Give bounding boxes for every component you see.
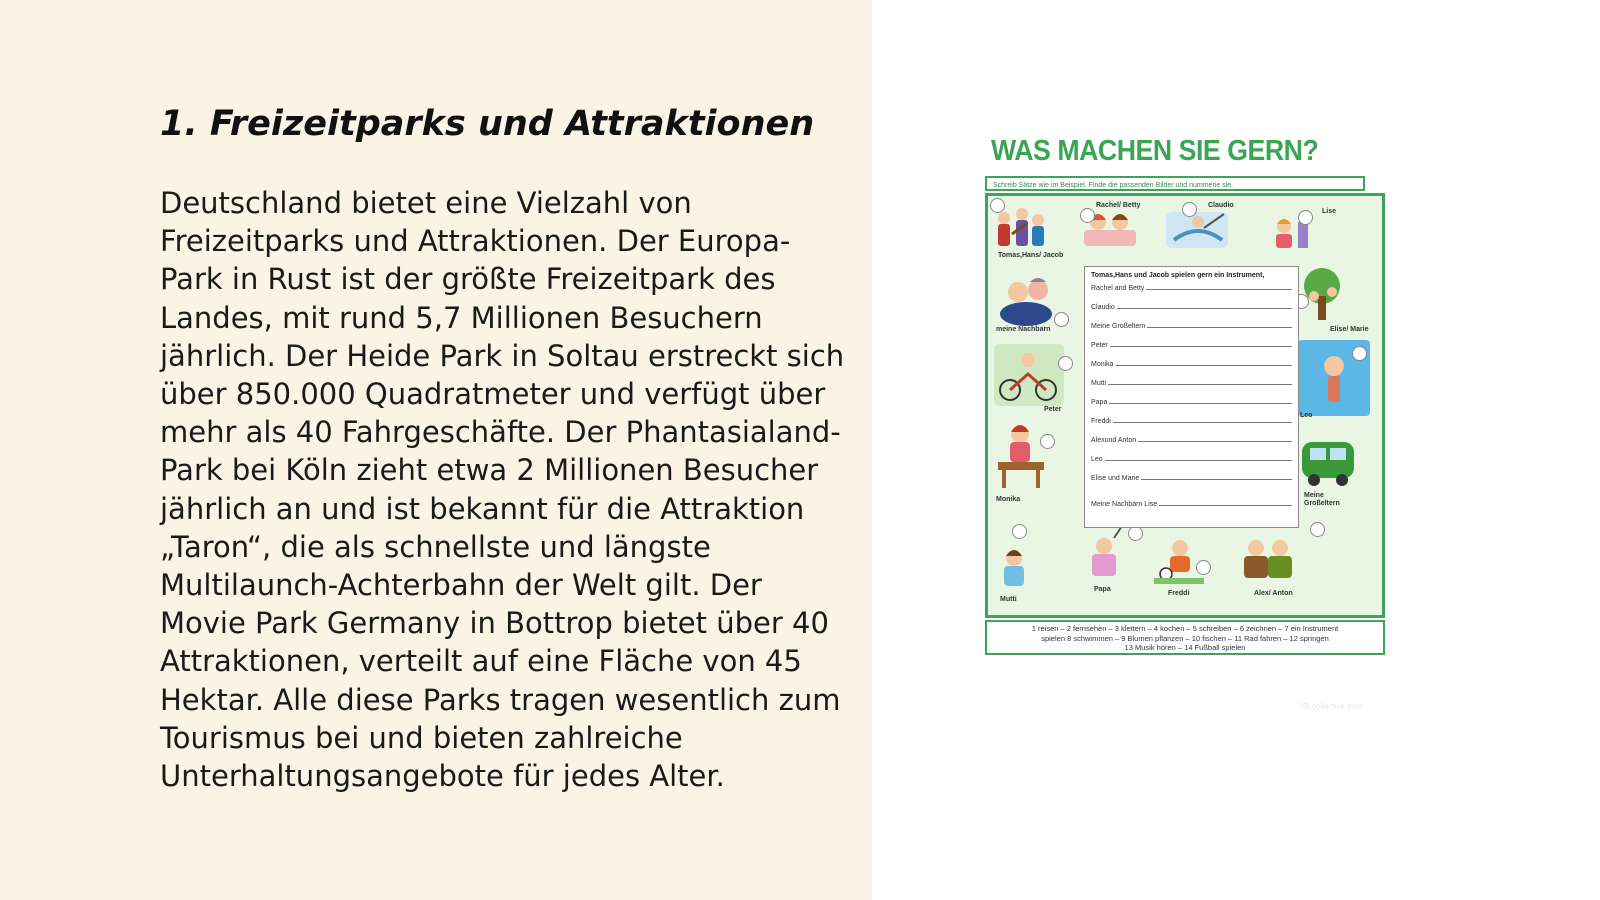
caption-rachel: Rachel/ Betty: [1096, 202, 1141, 209]
slide-heading: 1. Freizeitparks und Attraktionen: [160, 104, 815, 144]
writing-line: Leo: [1091, 444, 1292, 463]
caption-grosseltern: Meine Großeltern: [1304, 492, 1340, 507]
claudio-picture: [1164, 206, 1230, 250]
peter-picture: [994, 344, 1064, 406]
footer-line: 1 reisen – 2 fernsehen – 3 klettern – 4 kochen – 5 schreiben – 6 zeichnen – 7 ein Instrument: [1031, 624, 1339, 633]
footer-line: spielen 8 schwimmen – 9 Blumen pflanzen – 10 fischen – 11 Rad fahren – 12 springen: [1041, 633, 1329, 643]
writing-line: Alexund Anton: [1091, 425, 1292, 444]
caption-lise: Lise: [1322, 208, 1337, 215]
musicians-picture: [994, 204, 1050, 252]
answer-circle: [1310, 522, 1325, 537]
writing-line: Rachel and Betty: [1091, 280, 1292, 292]
caption-tomas: Tomas,Hans/ Jacob: [998, 252, 1064, 259]
answer-circle: [1080, 208, 1095, 223]
writing-line: Peter: [1091, 330, 1292, 349]
answer-circle: [1040, 434, 1055, 449]
worksheet-image: [985, 135, 1385, 655]
writing-line: Meine Großeltern: [1091, 311, 1292, 330]
answer-circle: [1298, 210, 1313, 225]
watermark: ISLcollective.com: [1300, 702, 1363, 711]
writing-line: Papa: [1091, 387, 1292, 406]
caption-nachbarn: meine Nachbarn: [996, 326, 1051, 333]
answer-circle: [1182, 202, 1197, 217]
nachbarn-picture: [996, 270, 1058, 328]
slide-body-text: Deutschland bietet eine Vielzahl von Freizeitparks und Attraktionen. Der Europa-Park in Rust ist der größte Freizeitpark des Landes, mit rund 5,7 Millionen Besuchern jährlich. Der Heide Park in Soltau erstreckt sich über 850.000 Quadratmeter und verfügt über mehr als 40 Fahrgeschäfte. Der Phantasialand-Park bei Köln zieht etwa 2 Millionen Besucher jährlich an und ist bekannt für die Attraktion „Taron“, die als schnellste und längste Multilaunch-Achterbahn der Welt gilt. Der Movie Park Germany in Bottrop bietet über 40 Attraktionen, verteilt auf eine Fläche von 45 Hektar. Alle diese Parks tragen wesentlich zum Tourismus bei und bieten zahlreiche Unterhaltungsangebote für jedes Alter.: [160, 186, 845, 794]
writing-line: Elise und Marie: [1091, 463, 1292, 482]
alex-anton-picture: [1236, 536, 1300, 584]
grosseltern-picture: [1298, 432, 1358, 490]
papa-picture: [1080, 524, 1130, 582]
writing-line: Monika: [1091, 349, 1292, 368]
writing-line: Meine Nachbarn Lise: [1091, 482, 1292, 508]
writing-line: Mutti: [1091, 368, 1292, 387]
answer-circle: [1196, 560, 1211, 575]
answer-circle: [1012, 524, 1027, 539]
worksheet-instruction: Schreib Sätze wie im Beispiel. Finde die passenden Bilder und nummerie sie.: [985, 176, 1365, 191]
caption-alex: Alex/ Anton: [1254, 590, 1293, 597]
caption-peter: Peter: [1044, 406, 1062, 413]
monika-picture: [994, 420, 1050, 490]
caption-claudio: Claudio: [1208, 202, 1234, 209]
caption-freddi: Freddi: [1168, 590, 1190, 597]
worksheet-title: WAS MACHEN SIE GERN?: [991, 135, 1319, 167]
answer-circle: [1054, 312, 1069, 327]
answer-circle: [1128, 526, 1143, 541]
caption-papa: Papa: [1094, 586, 1111, 593]
caption-leo: Leo: [1300, 412, 1313, 419]
footer-line: 13 Musik hören – 14 Fußball spielen: [1124, 643, 1246, 652]
mutti-picture: [992, 546, 1038, 590]
caption-mutti: Mutti: [1000, 596, 1017, 603]
writing-line: Claudio: [1091, 292, 1292, 311]
answer-circle: [1058, 356, 1073, 371]
answer-circle: [990, 198, 1005, 213]
writing-lines-box: [1084, 266, 1299, 528]
caption-elise: Elise/ Marie: [1330, 326, 1369, 333]
worksheet-footer: [985, 620, 1385, 655]
freddi-picture: [1154, 534, 1204, 584]
intro-line: Tomas,Hans und Jacob spielen gern ein Instrument,: [1091, 272, 1265, 279]
caption-monika: Monika: [996, 496, 1021, 503]
worksheet-frame: [985, 193, 1385, 618]
answer-circle: [1352, 346, 1367, 361]
writing-line: Freddi: [1091, 406, 1292, 425]
